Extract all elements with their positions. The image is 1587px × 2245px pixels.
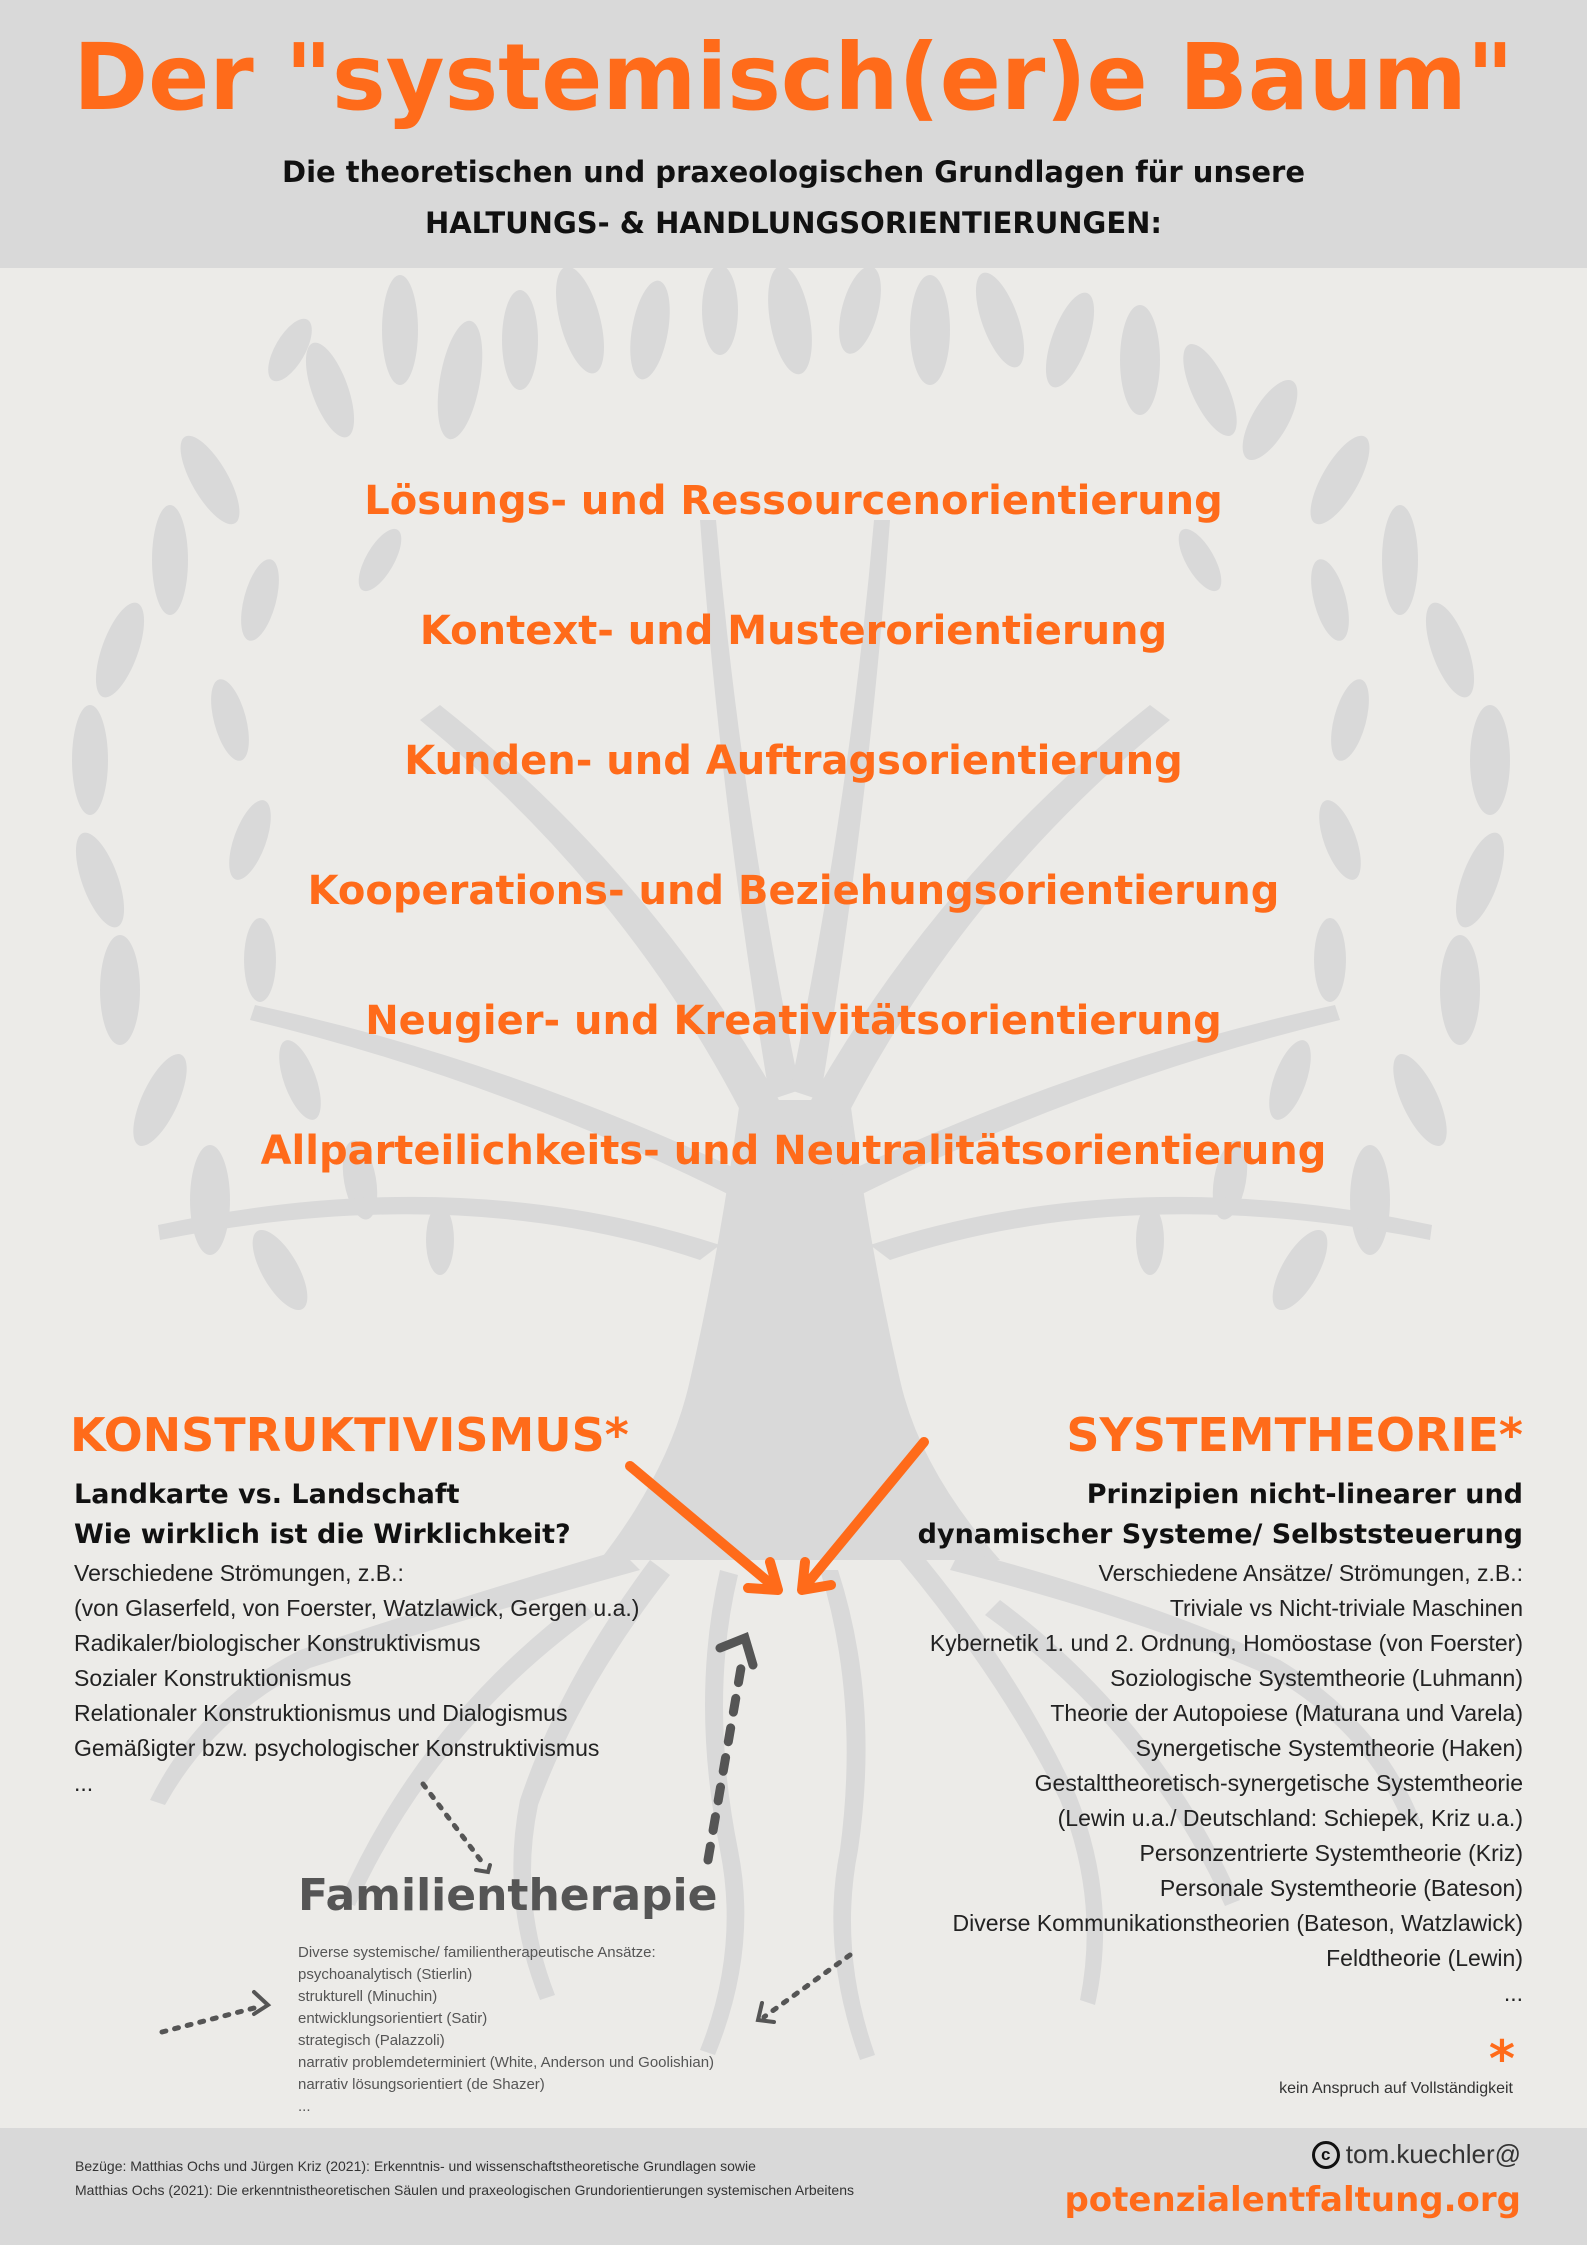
systemtheorie-list (930, 1556, 1523, 2011)
list-item: Personzentrierte Systemtheorie (Kriz) (1139, 1840, 1523, 1866)
reference-line1: Bezüge: Matthias Ochs und Jürgen Kriz (2021): Erkenntnis- und wissenschaftstheoretische Grundlagen sowie (75, 2158, 756, 2174)
asterisk-icon: * (1488, 2030, 1515, 2088)
list-item: Gemäßigter bzw. psychologischer Konstruktivismus (74, 1735, 600, 1761)
systemtheorie-subtitle-line1: Prinzipien nicht-linearer und (1086, 1479, 1523, 1510)
orientation-neutrality: Allparteilichkeits- und Neutralitätsorientierung (260, 1128, 1327, 1174)
copyright-icon: c (1312, 2141, 1340, 2169)
list-item: ... (1503, 1980, 1523, 2006)
systemtheorie-title: SYSTEMTHEORIE* (1066, 1408, 1523, 1462)
familientherapie-list (298, 1942, 714, 2118)
list-item: Diverse Kommunikationstheorien (Bateson, Watzlawick) (952, 1910, 1523, 1936)
disclaimer-text: kein Anspruch auf Vollständigkeit (1279, 2080, 1513, 2097)
author-email: tom.kuechler@ (1345, 2139, 1521, 2169)
list-item: strategisch (Palazzoli) (298, 2032, 445, 2049)
list-item: (von Glaserfeld, von Foerster, Watzlawick, Gergen u.a.) (74, 1595, 640, 1621)
konstruktivismus-list (74, 1556, 639, 1801)
familientherapie-title: Familientherapie (298, 1870, 718, 1921)
list-item: ... (74, 1770, 94, 1796)
orientation-context: Kontext- und Musterorientierung (419, 608, 1168, 654)
website-link[interactable]: potenzialentfaltung.org (1064, 2180, 1521, 2220)
footer-band (0, 2128, 1587, 2245)
list-item: Sozialer Konstruktionismus (74, 1665, 352, 1691)
systemtheorie-subtitle-line2: dynamischer Systeme/ Selbststeuerung (917, 1519, 1523, 1550)
reference-line2: Matthias Ochs (2021): Die erkenntnistheoretischen Säulen und praxeologischen Grundorientierungen systemischen Arbeitens (75, 2182, 855, 2198)
list-item: narrativ problemdeterminiert (White, Anderson und Goolishian) (298, 2054, 715, 2071)
list-item: Radikaler/biologischer Konstruktivismus (74, 1630, 481, 1656)
orientation-cooperation: Kooperations- und Beziehungsorientierung (307, 868, 1280, 914)
list-item: (Lewin u.a./ Deutschland: Schiepek, Kriz u.a.) (1057, 1805, 1523, 1831)
list-item: Relationaler Konstruktionismus und Dialogismus (74, 1700, 568, 1726)
subtitle-line1: Die theoretischen und praxeologischen Grundlagen für unsere (282, 155, 1305, 189)
page-title: Der "systemisch(er)e Baum" (73, 24, 1514, 131)
orientation-solution: Lösungs- und Ressourcenorientierung (364, 478, 1223, 524)
list-item: ... (298, 2098, 311, 2115)
list-item: Gestalttheoretisch-synergetische Systemtheorie (1034, 1770, 1523, 1796)
list-item: Feldtheorie (Lewin) (1326, 1945, 1523, 1971)
list-item: Soziologische Systemtheorie (Luhmann) (1110, 1665, 1523, 1691)
list-item: Verschiedene Strömungen, z.B.: (74, 1560, 404, 1586)
subtitle-line2: HALTUNGS- & HANDLUNGSORIENTIERUNGEN: (424, 206, 1163, 240)
list-item: narrativ lösungsorientiert (de Shazer) (298, 2076, 545, 2093)
list-item: Verschiedene Ansätze/ Strömungen, z.B.: (1098, 1560, 1523, 1586)
orientation-client: Kunden- und Auftragsorientierung (404, 738, 1183, 784)
copyright (1312, 2139, 1521, 2170)
list-item: Theorie der Autopoiese (Maturana und Varela) (1050, 1700, 1523, 1726)
list-item: Personale Systemtheorie (Bateson) (1159, 1875, 1523, 1901)
list-item: Triviale vs Nicht-triviale Maschinen (1169, 1595, 1523, 1621)
orientation-curiosity: Neugier- und Kreativitätsorientierung (365, 998, 1222, 1044)
konstruktivismus-subtitle-line1: Landkarte vs. Landschaft (74, 1479, 460, 1510)
systemtheorie-subtitle (918, 1475, 1523, 1555)
list-item: Diverse systemische/ familientherapeutische Ansätze: (298, 1944, 656, 1961)
konstruktivismus-title: KONSTRUKTIVISMUS* (70, 1408, 629, 1462)
list-item: Kybernetik 1. und 2. Ordnung, Homöostase (von Foerster) (929, 1630, 1523, 1656)
list-item: entwicklungsorientiert (Satir) (298, 2010, 488, 2027)
list-item: Synergetische Systemtheorie (Haken) (1135, 1735, 1523, 1761)
header-band (0, 0, 1587, 268)
list-item: psychoanalytisch (Stierlin) (298, 1966, 473, 1983)
list-item: strukturell (Minuchin) (298, 1988, 438, 2005)
konstruktivismus-subtitle (74, 1475, 571, 1555)
konstruktivismus-subtitle-line2: Wie wirklich ist die Wirklichkeit? (74, 1519, 571, 1550)
